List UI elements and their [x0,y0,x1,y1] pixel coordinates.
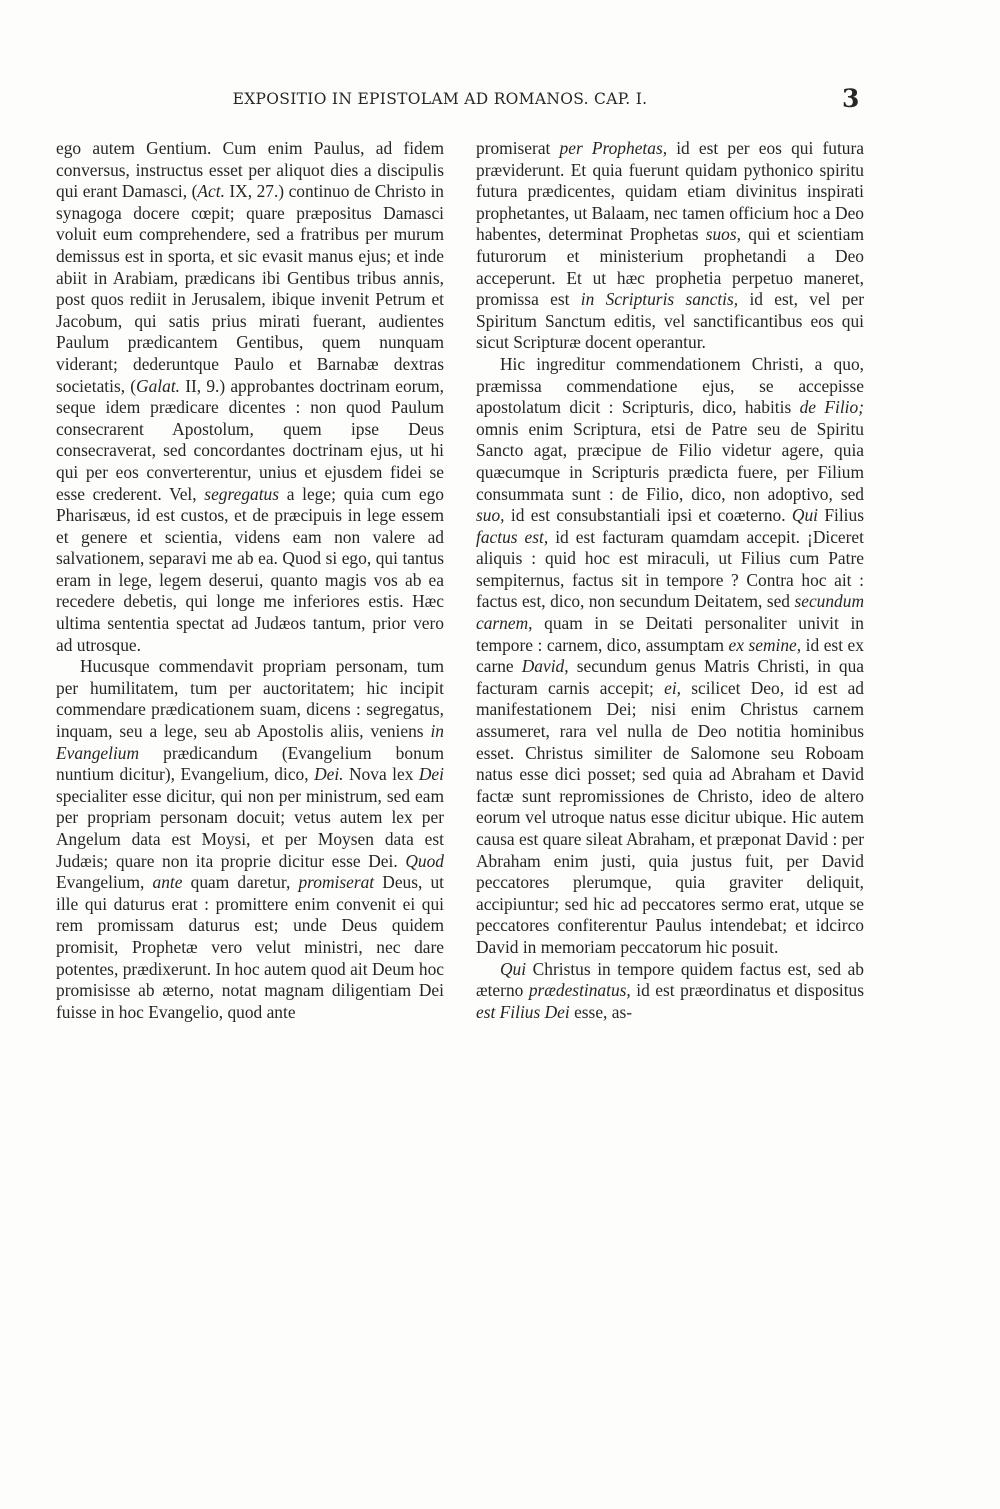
text-run: id est consubstantiali ipsi et coæterno. [504,505,792,526]
italic-term: Quod [405,850,444,871]
italic-term: ex semine, [728,634,802,655]
italic-citation: Act. [197,181,225,202]
text-run: qui et scientiam futurorum et ministerium prophetandi a Deo acceperunt. Et ut hæc prophetia perpetuo maneret, promissa est [476,224,864,310]
text-run: specialiter esse dicitur, qui non per ministrum, sed eam per propriam personam docuit; vetus autem lex per Angelum data est Moysi, et per Moysen data est Judæis; quare non ita proprie dicitur esse Dei. [56,785,444,871]
text-run: Deus, ut ille qui daturus erat : promittere enim convenit ei qui rem promissam daturus est; unde Deus quidem promisit, Prophetæ vero velut ministri, nec dare potentes, prædixerunt. In hoc autem quod ait Deum hoc promisisse ab æterno, notat magnam diligentiam Dei fuisse in hoc Evangelio, quod ante [56,872,445,1022]
text-run: id est per eos qui futura præviderunt. Et quia fuerunt quidam pythonico spiritu futura prædicentes, quidam etiam divinitus inspirati prophetantes, ut Balaam, nec tamen officium hoc a Deo habentes, determinat Prophetas [476,138,864,245]
italic-term: factus est, [476,526,549,547]
text-run: secundum genus Matris Christi, in qua facturam carnis accepit; [476,656,864,698]
italic-citation: Galat. [136,375,181,396]
italic-term: Dei. [314,764,344,785]
left-column [56,138,444,1023]
text-run: promiserat [476,138,560,158]
italic-term: in Scripturis sanctis, [580,289,739,310]
paragraph [476,959,864,1024]
text-run: id est præordinatus et dispositus [630,980,864,1001]
text-run: Nova lex [343,764,419,785]
italic-term: per Prophetas, [559,138,668,158]
text-run: esse, as- [569,1001,633,1022]
text-run: quam daretur, [182,872,299,893]
right-column [476,138,864,1023]
italic-term: promiserat [298,872,375,893]
text-run: IX, 27.) continuo de Christo in synagoga docere cœpit; quare præpositus Damasci voluit eum comprehendere, sed a fratribus per murum demissus est in sporta, et sic evasit manus ejus; et inde abiit in Arabiam, prædicans ibi Gentibus tribus annis, post quos rediit in Jerusalem, ibique invenit Petrum et Jacobum, qui satis prius mirati fuerant, audientes Paulum prædicantem Gentibus, quem nunquam viderant; dederuntque Paulo et Barnabæ dextras societatis, ( [56,181,444,396]
text-run: quam in se Deitati personaliter univit in tempore : carnem, dico, assumptam [476,613,864,655]
text-run: prædicandum (Evangelium bonum nuntium dicitur), Evangelium, dico, [56,742,444,785]
italic-term: prædestinatus, [528,980,631,1001]
italic-term: David, [521,656,569,677]
italic-term: ei, [664,677,681,698]
running-title: EXPOSITIO IN EPISTOLAM AD ROMANOS. CAP. I. [232,90,648,108]
italic-term: suo, [476,505,505,526]
text-run: id est, vel per Spiritum Sanctum editis, vel sanctificantibus eos qui sicut Scripturæ docent operantur. [476,289,865,353]
italic-term: Dei [418,764,444,785]
italic-term: in Evangelium [56,721,444,763]
italic-term: de Filio; [799,397,864,418]
paragraph [476,138,864,354]
italic-term: Qui [500,958,527,979]
italic-term: Qui [791,505,818,526]
italic-term: secundum carnem, [476,591,864,634]
page-number: 3 [842,84,860,113]
text-run: scilicet Deo, id est ad manifestationem Dei; nisi enim Christus carnem assumeret, rara vel nulla de Deo notitia hominibus esset. Christus similiter de Salomone seu Roboam natus esse dici posset; sed quia ad Abraham et David factæ sunt repromissiones de Christo, ideo de altero eorum vel utroque natus esse dicitur ubique. Hic autem causa est quare sileat Abraham, et præponat David : per Abraham enim justi, quia justus fuit, per David peccatores plerumque, quia graviter deliquit, accipiuntur; sed hic ad peccatores sermo erat, utque se peccatores confiterentur Paulus intendebat; et idcirco David in memoriam peccatorum hic posuit. [476,677,864,957]
text-run: id est ex carne [476,634,864,677]
italic-term: suos, [705,224,741,245]
text-run: omnis enim Scriptura, etsi de Patre seu de Spiritu Sancto agat, præcipue de Filio videtur agere, quia quæcumque in Scripturis prædicta fuere, per Filium consummata sunt : de Filio, dico, non adoptivo, sed [476,418,864,504]
text-run: id est facturam quamdam accepit. ¡Diceret aliquis : quid hoc est miraculi, ut Filius cum Patre sempiternus, factus sit in tempore ? Contra hoc ait : factus est, dico, non secundum Deitatem, sed [476,526,864,612]
italic-term: ante [152,872,183,893]
text-run: II, 9.) approbantes doctrinam eorum, seque idem prædicare dicentes : non quod Paulum consecrarent Apostolum, quem ipse Deus consecraverat, sed concordantes doctrinam ejus, ut hi qui per eos converterentur, unius et ejusdem fidei se esse crederent. Vel, [56,375,445,504]
italic-term: segregatus [204,483,280,504]
italic-term: est Filius Dei [476,1001,570,1022]
text-run: a lege; quia cum ego Pharisæus, id est custos, et de præcipuis in lege essem et genere et scientia, videns eam non valere ad salvationem, separavi me ab ea. Quod si ego, qui tantus eram in lege, legem deserui, quanto magis vos ab ea recedere debetis, qui longe me inferiores estis. Hæc ultima sententia spectat ad Judæos tantum, prior vero ad utrosque. [56,483,444,655]
text-run: Hucusque commendavit propriam personam, tum per humilitatem, tum per auctoritatem; hic incipit commendare prædicationem suam, dicens : segregatus, inquam, seu a lege, seu ab Apostolis aliis, veniens [56,656,444,742]
paragraph [476,354,864,959]
text-run: Hic ingreditur commendationem Christi, a quo, præmissa commendatione ejus, se accepisse apostolatum dicit : Scripturis, dico, habitis [476,353,864,418]
paragraph [56,656,444,1023]
page-header [0,84,1000,118]
text-run: ego autem Gentium. Cum enim Paulus, ad fidem conversus, instructus esset per aliquot dies a discipulis qui erant Damasci, ( [56,138,444,202]
paragraph [56,138,444,656]
text-run: Christus in tempore quidem factus est, sed ab æterno [476,958,864,1001]
text-run: Evangelium, [56,872,153,893]
text-run: Filius [818,505,864,526]
